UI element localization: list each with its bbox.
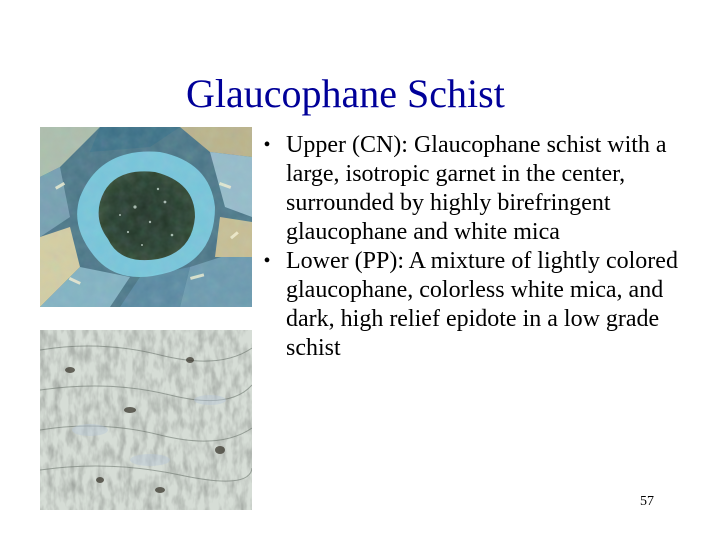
page-number: 57 [640, 494, 654, 509]
bullet-text-upper: Upper (CN): Glaucophane schist with a large, isotropic garnet in the center, surrounded by highly birefringent glaucophane and white mica [286, 132, 667, 245]
bullet-text-lower: Lower (PP): A mixture of lightly colored glaucophane, colorless white mica, and dark, high relief epidote in a low grade schist [286, 248, 678, 361]
lower-photomicrograph-pp [40, 330, 252, 510]
bullet-list [256, 131, 696, 363]
bullet-item-lower [256, 247, 696, 363]
bullet-marker: • [263, 250, 271, 272]
slide-title: Glaucophane Schist [186, 71, 505, 116]
bullet-marker: • [263, 134, 271, 156]
bullet-item-upper [256, 131, 696, 247]
upper-photomicrograph-cn [40, 127, 252, 307]
